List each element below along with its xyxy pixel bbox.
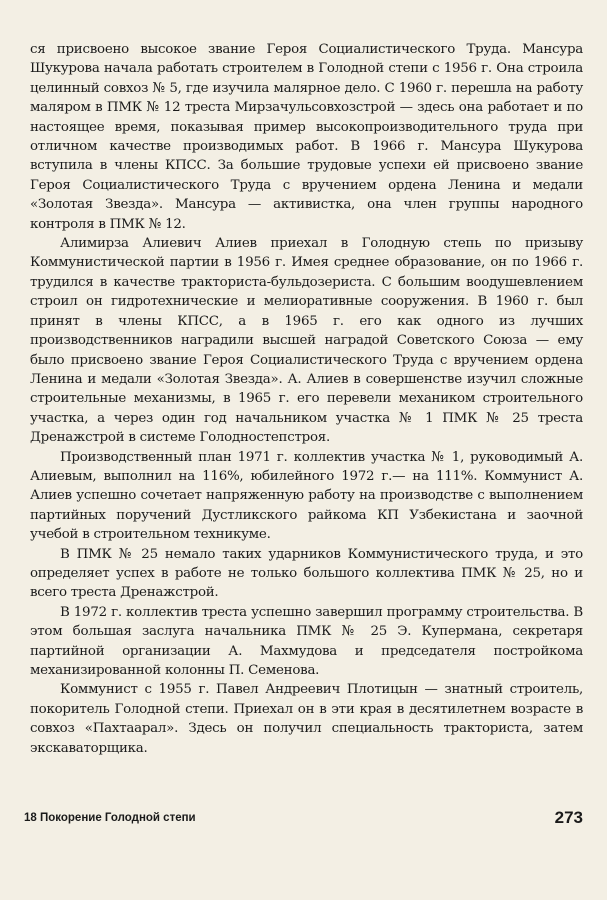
page-footer bbox=[24, 808, 583, 832]
paragraph-pmk-25: В ПМК № 25 немало таких ударников Коммунистического труда, и это определяет успех в работе не только большого коллектива ПМК № 25, но и всего треста Дренажстрой. bbox=[30, 546, 583, 601]
paragraph-production-plan: Производственный план 1971 г. коллектив участка № 1, руководимый А. Алиевым, выполнил на 116%, юбилейного 1972 г.— на 111%. Коммунист А. Алиев успешно сочетает напряженную работу на производстве с выполнением партийных поручений Дустликского райкома КП Узбекистана и заочной учебой в строительном техникуме. bbox=[30, 449, 583, 543]
paragraph-trust-1972: В 1972 г. коллектив треста успешно завершил программу строительства. В этом большая заслуга начальника ПМК № 25 Э. Купермана, секретаря партийной организации А. Махмудова и председателя постройкома механизированной колонны П. Семенова. bbox=[30, 604, 583, 678]
signature-mark: 18 Покорение Голодной степи bbox=[24, 812, 196, 824]
body-text bbox=[30, 40, 583, 758]
paragraph-aliev: Алимирза Алиевич Алиев приехал в Голодную степь по призыву Коммунистической партии в 1956 г. Имея среднее образование, он по 1966 г. трудился в качестве тракториста-бульдозериста. С большим воодушевлением строил он гидротехнические и мелиоративные сооружения. В 1960 г. был принят в члены КПСС, а в 1965 г. его как одного из лучших производственников наградили высшей наградой Советского Союза — ему было присвоено звание Героя Социалистического Труда с вручением ордена Ленина и медали «Золотая Звезда». А. Алиев в совершенстве изучил сложные строительные механизмы, в 1965 г. его перевели механиком строительного участка, а через один год начальником участка № 1 ПМК № 25 треста Дренажстрой в системе Голодностепстроя. bbox=[30, 236, 583, 446]
paragraph-continued: ся присвоено высокое звание Героя Социалистического Труда. Мансура Шукурова начала работать строителем в Голодной степи с 1956 г. Она строила целинный совхоз № 5, где изучила малярное дело. С 1960 г. перешла на работу маляром в ПМК № 12 треста Мирзачульсовхозстрой — здесь она работает и по настоящее время, показывая пример высокопроизводительного труда при отличном качестве производимых работ. В 1966 г. Мансура Шукурова вступила в члены КПСС. За большие трудовые успехи ей присвоено звание Героя Социалистического Труда с вручением ордена Ленина и медали «Золотая Звезда». Мансура — активистка, она член группы народного контроля в ПМК № 12. bbox=[30, 42, 583, 232]
paragraph-plotitsyn: Коммунист с 1955 г. Павел Андреевич Плотицын — знатный строитель, покоритель Голодной степи. Приехал он в эти края в десятилетнем возрасте в совхоз «Пахтаарал». Здесь он получил специальность тракториста, затем экскаваторщика. bbox=[30, 682, 583, 756]
page-number: 273 bbox=[554, 808, 583, 827]
